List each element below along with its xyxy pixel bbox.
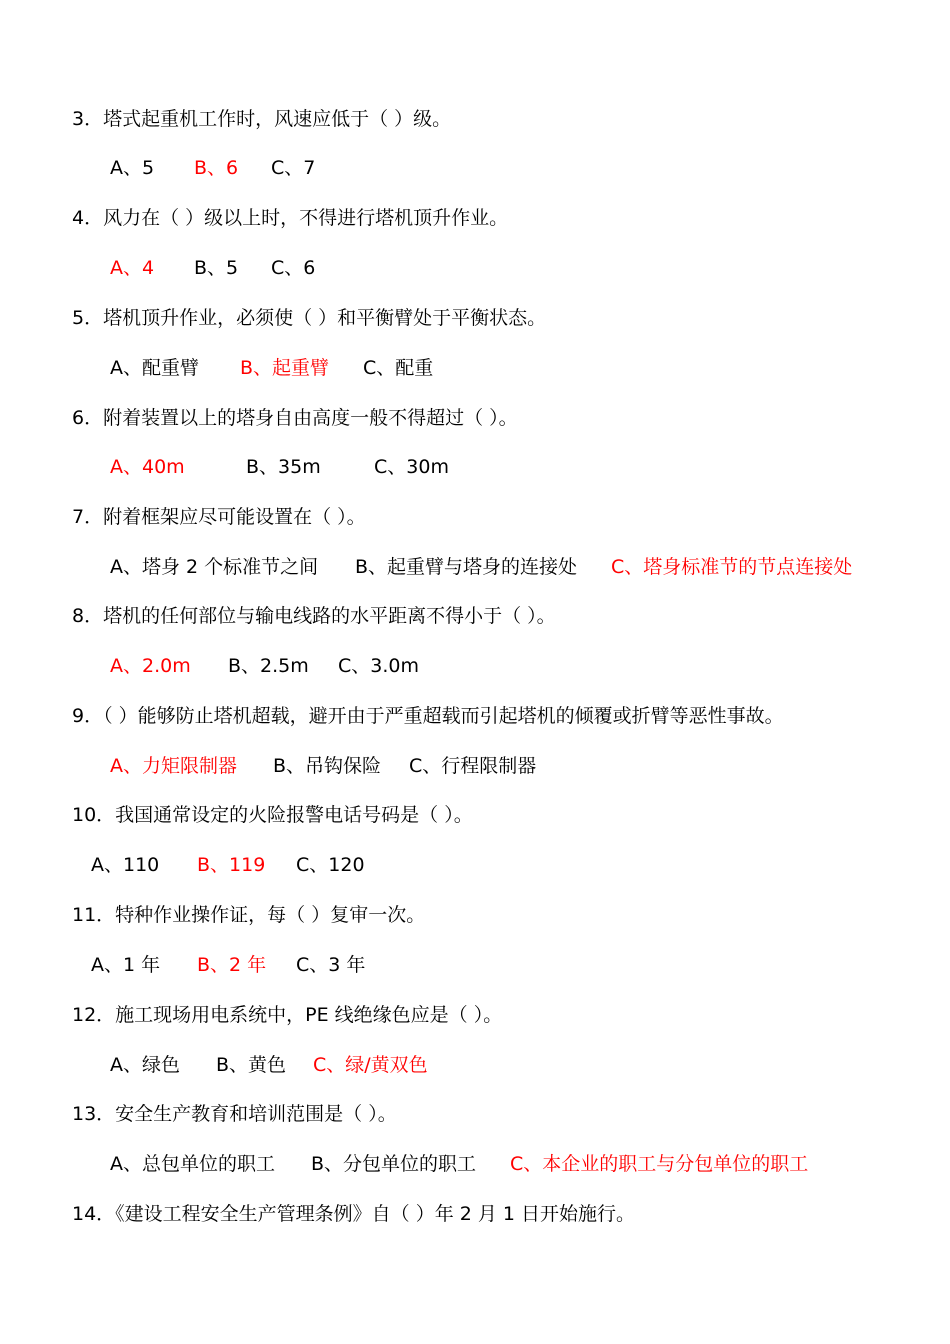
question-6-options (110, 454, 449, 480)
option-b: B、2.5m (228, 655, 309, 677)
option-a: A、总包单位的职工 (110, 1153, 275, 1175)
option-c: C、6 (271, 257, 316, 279)
option-b: B、分包单位的职工 (311, 1153, 477, 1175)
option-a: A、塔身 2 个标准节之间 (110, 556, 319, 578)
question-12-options (110, 1052, 428, 1078)
option-a: A、1 年 (91, 954, 161, 976)
option-b: B、35m (246, 456, 321, 478)
option-b-correct: B、2 年 (197, 954, 267, 976)
option-c: C、7 (271, 157, 316, 179)
option-c: C、3.0m (338, 655, 419, 677)
question-10-options (91, 852, 365, 878)
option-a-correct: A、2.0m (110, 655, 191, 677)
option-b: B、5 (194, 257, 239, 279)
option-a: A、配重臂 (110, 357, 199, 379)
option-b-correct: B、起重臂 (240, 357, 330, 379)
option-a-correct: A、4 (110, 257, 155, 279)
option-a-correct: A、40m (110, 456, 185, 478)
question-13-stem: 13．安全生产教育和培训范围是（ ）。 (72, 1103, 397, 1125)
question-7-stem: 7．附着框架应尽可能设置在（ ）。 (72, 506, 366, 528)
option-c-correct: C、本企业的职工与分包单位的职工 (510, 1153, 809, 1175)
question-10-stem: 10．我国通常设定的火险报警电话号码是（ ）。 (72, 804, 473, 826)
question-8-options (110, 653, 419, 679)
question-7-options (110, 554, 852, 580)
option-c-correct: C、绿/黄双色 (313, 1054, 428, 1076)
question-9-options (110, 753, 536, 779)
option-b-correct: B、119 (197, 854, 266, 876)
question-14-stem: 14．《建设工程安全生产管理条例》自（ ）年 2 月 1 日开始施行。 (72, 1203, 636, 1225)
question-3-options (110, 155, 315, 181)
option-a-correct: A、力矩限制器 (110, 755, 237, 777)
option-c: C、配重 (363, 357, 434, 379)
option-a: A、5 (110, 157, 155, 179)
option-c: C、行程限制器 (409, 755, 537, 777)
question-4-options (110, 255, 315, 281)
option-b: B、吊钩保险 (273, 755, 382, 777)
question-11-stem: 11．特种作业操作证，每（ ）复审一次。 (72, 904, 426, 926)
option-c: C、120 (296, 854, 365, 876)
option-c: C、30m (374, 456, 449, 478)
question-12-stem: 12．施工现场用电系统中，PE 线绝缘色应是（ ）。 (72, 1004, 503, 1026)
question-6-stem: 6．附着装置以上的塔身自由高度一般不得超过（ ）。 (72, 407, 518, 429)
option-a: A、110 (91, 854, 160, 876)
option-b: B、黄色 (216, 1054, 287, 1076)
question-5-options (110, 355, 433, 381)
option-c: C、3 年 (296, 954, 366, 976)
question-4-stem: 4．风力在（ ）级以上时，不得进行塔机顶升作业。 (72, 207, 509, 229)
question-9-stem: 9．（ ）能够防止塔机超载，避开由于严重超载而引起塔机的倾覆或折臂等恶性事故。 (72, 705, 784, 727)
question-11-options (91, 952, 365, 978)
option-b: B、起重臂与塔身的连接处 (355, 556, 578, 578)
question-3-stem: 3．塔式起重机工作时，风速应低于（ ）级。 (72, 108, 452, 130)
option-a: A、绿色 (110, 1054, 180, 1076)
question-8-stem: 8．塔机的任何部位与输电线路的水平距离不得小于（ ）。 (72, 605, 556, 627)
option-c-correct: C、塔身标准节的节点连接处 (611, 556, 853, 578)
question-13-options (110, 1151, 808, 1177)
question-5-stem: 5．塔机顶升作业，必须使（ ）和平衡臂处于平衡状态。 (72, 307, 547, 329)
option-b-correct: B、6 (194, 157, 239, 179)
